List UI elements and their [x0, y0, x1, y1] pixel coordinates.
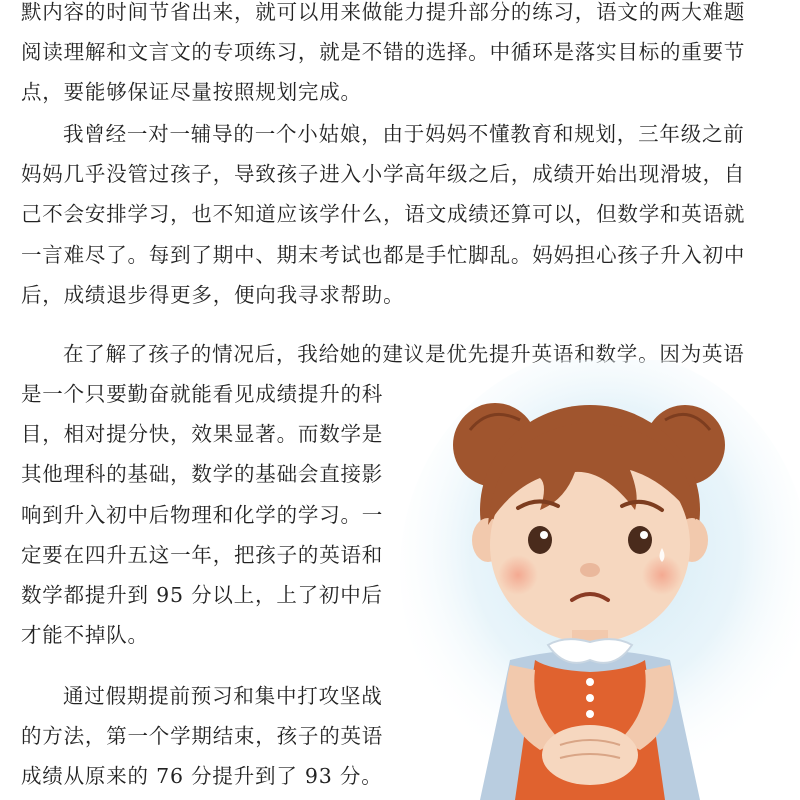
- nose: [580, 563, 600, 577]
- text-line: 响到升入初中后物理和化学的学习。一: [21, 502, 384, 527]
- text-line: 定要在四升五这一年，把孩子的英语和: [21, 542, 384, 567]
- text-line: 是一个只要勤奋就能看见成绩提升的科: [21, 382, 384, 406]
- left-eye: [528, 526, 552, 554]
- text-line: 才能不掉队。: [21, 623, 149, 648]
- left-cheek: [498, 555, 538, 595]
- text-line: 我曾经一对一辅导的一个小姑娘，由于妈妈不懂教育和规划，三年级之前: [63, 122, 745, 146]
- text-line: 数学都提升到 95 分以上，上了初中后: [21, 582, 383, 607]
- girl-figure-icon: [400, 360, 800, 800]
- text-line: 通过假期提前预习和集中打攻坚战: [63, 684, 383, 708]
- text-line: 在了解了孩子的情况后，我给她的建议是优先提升英语和数学。因为英语: [63, 342, 745, 366]
- text-line: 其他理科的基础，数学的基础会直接影: [21, 462, 384, 487]
- text-line: 后，成绩退步得更多，便向我寻求帮助。: [21, 282, 405, 307]
- text-line: 的方法，第一个学期结束，孩子的英语: [21, 724, 384, 749]
- text-line: 阅读理解和文言文的专项练习，就是不错的选择。中循环是落实目标的重要节: [21, 40, 746, 65]
- paragraph-3-continued: [21, 374, 401, 655]
- paragraph-2: [21, 114, 781, 315]
- text-line: 点，要能够保证尽量按照规划完成。: [21, 80, 362, 105]
- text-line: 目，相对提分快，效果显著。而数学是: [21, 422, 384, 447]
- text-line: 默内容的时间节省出来，就可以用来做能力提升部分的练习，语文的两大难题: [21, 0, 746, 24]
- dress-button: [586, 678, 594, 686]
- right-eye: [628, 526, 652, 554]
- text-line: 己不会安排学习，也不知道应该学什么，语文成绩还算可以，但数学和英语就: [21, 202, 746, 227]
- text-line: 成绩从原来的 76 分提升到了 93 分。: [21, 764, 383, 789]
- worried-girl-illustration: [400, 360, 800, 800]
- paragraph-4: [21, 676, 401, 797]
- text-line: 妈妈几乎没管过孩子，导致孩子进入小学高年级之后，成绩开始出现滑坡，自: [21, 162, 746, 187]
- paragraph-1: [21, 0, 781, 113]
- text-line: 一言难尽了。每到了期中、期末考试也都是手忙脚乱。妈妈担心孩子升入初中: [21, 242, 746, 267]
